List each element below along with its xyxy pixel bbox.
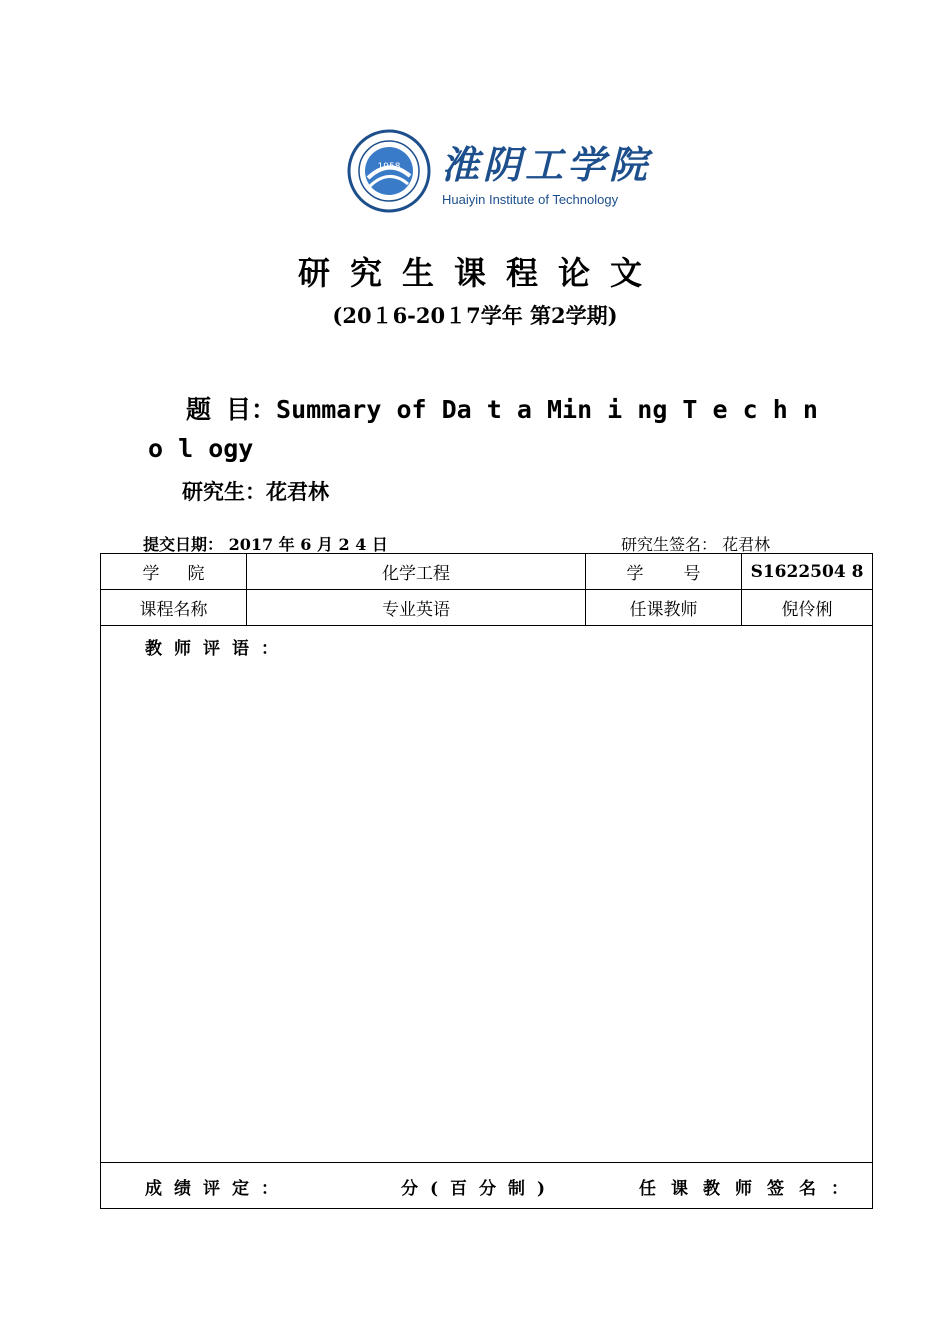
- student-name: 研究生：花君林: [182, 480, 329, 504]
- student-id-label: 学号: [586, 554, 742, 590]
- academic-term: (20１6-20１7学年 第2学期): [332, 303, 618, 328]
- table-row: [101, 590, 873, 626]
- teacher-signature-label: 任课教师签名：: [639, 1179, 863, 1199]
- comment-label: 教师评语：: [145, 639, 290, 659]
- topic-line-2: o l ogy: [148, 434, 254, 463]
- table-row: [101, 554, 873, 590]
- teacher-label: 任课教师: [586, 590, 742, 626]
- submit-date: 提交日期： 2017 年 6 月 2 4 日: [143, 535, 388, 554]
- logo-name-cn: 淮阴工学院: [441, 142, 652, 187]
- institute-seal-icon: [346, 128, 436, 214]
- grade-row: [101, 1162, 872, 1208]
- teacher-comment-box: [100, 625, 873, 1209]
- institute-logo: [346, 128, 652, 214]
- college-label: 学院: [101, 554, 247, 590]
- grade-label: 成绩评定：: [145, 1179, 290, 1199]
- course-value: 专业英语: [247, 590, 586, 626]
- grade-scale: 分(百分制): [401, 1179, 558, 1199]
- seal-year: 1958: [377, 162, 401, 172]
- page-title: 研究生课程论文: [297, 254, 662, 292]
- logo-name-en: Huaiyin Institute of Technology: [442, 192, 619, 207]
- student-id-value: S1622504 8: [742, 554, 873, 590]
- info-table: [100, 553, 873, 626]
- teacher-value: 倪伶俐: [742, 590, 873, 626]
- college-value: 化学工程: [247, 554, 586, 590]
- topic-line-1: 题 目：Summary of Da t a Min i ng T e c h n: [186, 395, 818, 424]
- course-label: 课程名称: [101, 590, 247, 626]
- student-signature: 研究生签名： 花君林: [621, 535, 771, 554]
